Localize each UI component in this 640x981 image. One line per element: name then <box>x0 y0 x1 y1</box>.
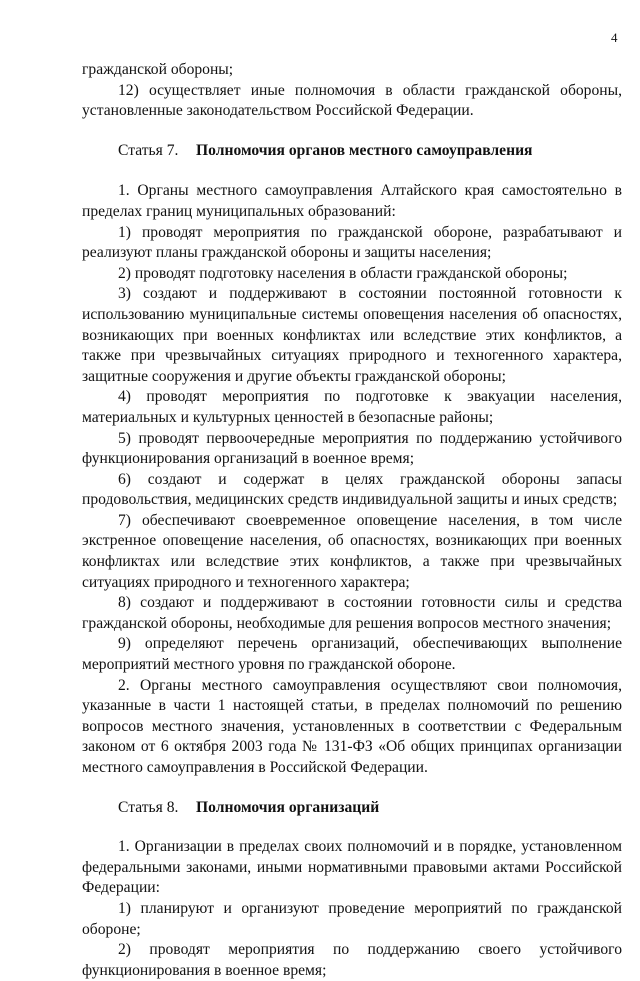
article-8-heading <box>82 798 622 819</box>
article-label: Статья 8. <box>118 798 179 816</box>
page-number: 4 <box>611 30 618 45</box>
article-title: Полномочия органов местного самоуправления <box>196 141 533 159</box>
paragraph: 2) проводят мероприятия по поддержанию своего устойчивого функционирования в военное время; <box>82 941 622 979</box>
article-7-heading <box>82 141 622 162</box>
article-title: Полномочия организаций <box>196 798 380 816</box>
paragraph: 8) создают и поддерживают в состоянии готовности силы и средства гражданской обороны, необходимые для решения вопросов местного значения; <box>82 594 622 632</box>
paragraph: 6) создают и содержат в целях гражданской обороны запасы продовольствия, медицинских средств индивидуальной защиты и иных средств; <box>82 470 622 509</box>
paragraph: гражданской обороны; <box>82 61 234 78</box>
paragraph: 2) проводят подготовку населения в области гражданской обороны; <box>118 264 568 282</box>
document-body <box>82 60 622 981</box>
paragraph: 1) планируют и организуют проведение мероприятий по гражданской обороне; <box>82 899 622 938</box>
paragraph: 1. Органы местного самоуправления Алтайского края самостоятельно в пределах границ муниципальных образований: <box>82 182 622 220</box>
paragraph: 3) создают и поддерживают в состоянии постоянной готовности к использованию муниципальные системы оповещения населения об опасностях, возникающих при военных конфликтах или вследствие этих конфликтов, а также при чрезвычайных ситуациях природного и техногенного характера, защитные сооружения и другие объекты гражданской обороны; <box>82 285 622 385</box>
paragraph: 1. Организации в пределах своих полномочий и в порядке, установленном федеральными законами, иными нормативными правовыми актами Российской Федерации: <box>82 838 622 897</box>
paragraph: 1) проводят мероприятия по гражданской обороне, разрабатывают и реализуют планы гражданской обороны и защиты населения; <box>82 223 622 262</box>
paragraph: 4) проводят мероприятия по подготовке к эвакуации населения, материальных и культурных ценностей в безопасные районы; <box>82 388 622 426</box>
paragraph: 7) обеспечивают своевременное оповещение населения, в том числе экстренное оповещение населения, об опасностях, возникающих при военных конфликтах или вследствие этих конфликтов, а также при чрезвычайных ситуациях природного и техногенного характера; <box>82 511 622 591</box>
paragraph: 2. Органы местного самоуправления осуществляют свои полномочия, указанные в части 1 настоящей статьи, в пределах полномочий по решению вопросов местного значения, установленных в соответствии с Федеральным законом от 6 октября 2003 года № 131-ФЗ «Об общих принципах организации местного самоуправления в Российской Федерации. <box>82 676 622 776</box>
paragraph: 5) проводят первоочередные мероприятия по поддержанию устойчивого функционирования организаций в военное время; <box>82 429 622 468</box>
paragraph: 9) определяют перечень организаций, обеспечивающих выполнение мероприятий местного уровня по гражданской обороне. <box>82 635 622 674</box>
paragraph: 12) осуществляет иные полномочия в области гражданской обороны, установленные законодательством Российской Федерации. <box>82 81 622 120</box>
article-label: Статья 7. <box>118 141 179 159</box>
